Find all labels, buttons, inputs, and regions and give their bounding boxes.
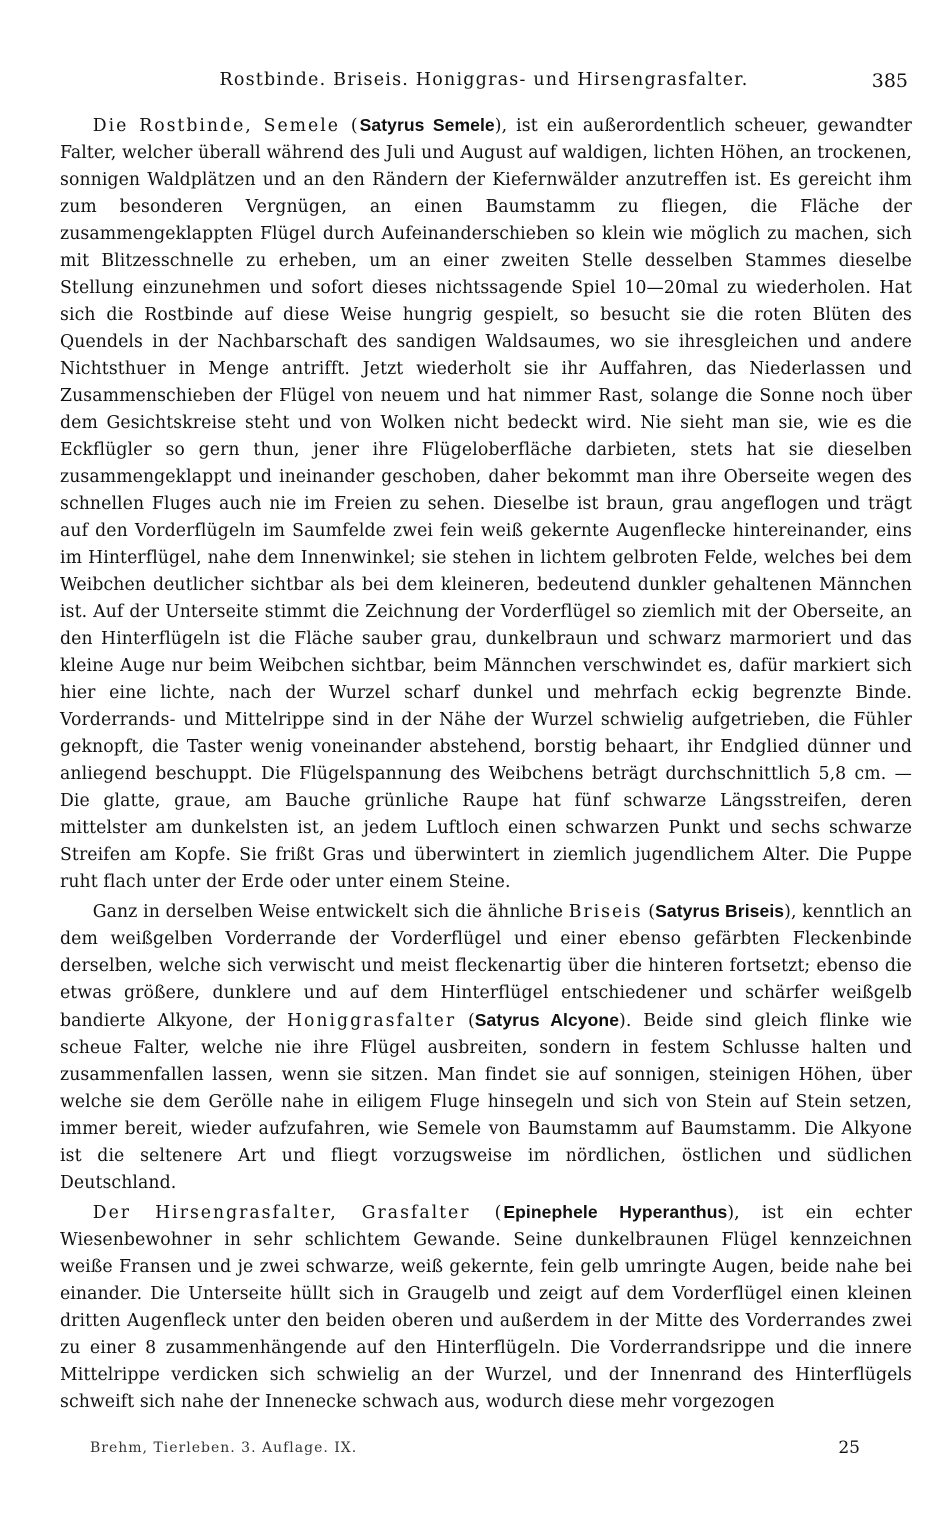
text-run: Ganz in derselben Weise entwickelt sich die ähnliche	[92, 902, 569, 922]
scientific-name: Satyrus Semele	[359, 115, 495, 135]
page-footer	[90, 1440, 860, 1464]
scientific-name: Satyrus Alcyone	[474, 1010, 620, 1030]
sheet-signature: Brehm, Tierleben. 3. Auflage. IX.	[90, 1440, 358, 1456]
text-run: (	[642, 902, 656, 922]
emphasized-term: Der Hirsengrasfalter, Grasfalter (	[92, 1203, 504, 1223]
paragraph-hirsengrasfalter	[60, 1199, 912, 1416]
running-head	[60, 70, 908, 98]
scientific-name: Epinephele Hyperanthus	[503, 1202, 728, 1222]
body-text	[60, 112, 912, 1416]
scientific-name: Satyrus Briseis	[655, 901, 785, 921]
text-run: ), kenntlich an dem weißgelben Vorderrande der Vorderflügel und einer ebenso gefärbten Fleckenbinde derselben, welche sich verwischt und meist fleckenartig über die hinteren fortsetzt; ebenso die etwas größere, dunklere und auf dem Hinterflügel entschiedener und schärfer weißgelb bandierte Alkyone, der	[60, 902, 912, 1031]
emphasized-term: Briseis	[568, 902, 643, 922]
text-run: ). Beide sind gleich flinke wie scheue Falter, welche nie ihre Flügel ausbreiten, sondern in festem Schlusse halten und zusammenfallen lassen, wenn sie sitzen. Man findet sie auf sonnigen, steinigen Höhen, über welche sie dem Gerölle nahe in eiligem Fluge hinsegeln und sich von Stein auf Stein setzen, immer bereit, wieder aufzufahren, wie Semele von Baumstamm auf Baumstamm. Die Alkyone ist die seltenere Art und fliegt vorzugsweise im nördlichen, östlichen und südlichen Deutschland.	[60, 1011, 912, 1193]
page-number: 385	[871, 70, 908, 92]
sheet-number: 25	[838, 1438, 860, 1458]
paragraph-briseis	[60, 898, 912, 1197]
text-run: ), ist ein außerordentlich scheuer, gewandter Falter, welcher überall während des Juli und August auf waldigen, lichten Höhen, an trockenen, sonnigen Waldplätzen und an den Rändern der Kiefernwälder anzutreffen ist. Es gereicht ihm zum besonderen Vergnügen, an einen Baumstamm zu fliegen, die Fläche der zusammengeklappten Flügel durch Aufeinanderschieben so klein wie möglich zu machen, sich mit Blitzesschnelle zu erheben, um an einer zweiten Stelle desselben Stammes dieselbe Stellung einzunehmen und sofort dieses nichtssagende Spiel 10—20mal zu wiederholen. Hat sich die Rostbinde auf diese Weise hungrig gespielt, so besucht sie die roten Blüten des Quendels in der Nachbarschaft des sandigen Waldsaumes, wo sie ihresgleichen und andere Nichtsthuer in Menge antrifft. Jetzt wiederholt sie ihr Auffahren, das Niederlassen und Zusammenschieben der Flügel von neuem und hat nimmer Rast, solange die Sonne noch über dem Gesichtskreise steht und von Wolken nicht bedeckt wird. Nie sieht man sie, wie es die Eckflügler so gern thun, jener ihre Flügeloberfläche darbieten, stets hat sie dieselben zusammengeklappt und ineinander geschoben, daher bekommt man ihre Oberseite wegen des schnellen Fluges auch nie im Freien zu sehen. Dieselbe ist braun, grau angeflogen und trägt auf den Vorderflügeln im Saumfelde zwei fein weiß gekernte Augenflecke hintereinander, eins im Hinterflügel, nahe dem Innenwinkel; sie stehen in lichtem gelbroten Felde, welches bei dem Weibchen deutlicher sichtbar als bei dem kleineren, bedeutend dunkler gehaltenen Männchen ist. Auf der Unterseite stimmt die Zeichnung der Vorderflügel so ziemlich mit der Oberseite, an den Hinterflügeln ist die Fläche sauber grau, dunkelbraun und schwarz marmoriert und das kleine Auge nur beim Weibchen sichtbar, beim Männchen verschwindet es, dafür markiert sich hier eine lichte, nach der Wurzel scharf dunkel und mehrfach eckig begrenzte Binde. Vorderrands- und Mittelrippe sind in der Nähe der Wurzel schwielig aufgetrieben, die Fühler geknopft, die Taster wenig voneinander abstehend, borstig behaart, ihr Endglied dünner und anliegend beschuppt. Die Flügelspannung des Weibchens beträgt durchschnittlich 5,8 cm. — Die glatte, graue, am Bauche grünliche Raupe hat fünf schwarze Längsstreifen, deren mittelster am dunkelsten ist, an jedem Luftloch einen schwarzen Punkt und sechs schwarze Streifen am Kopfe. Sie frißt Gras und überwintert in ziemlich jugendlichem Alter. Die Puppe ruht flach unter der Erde oder unter einem Steine.	[60, 116, 912, 892]
paragraph-rostbinde	[60, 112, 912, 896]
running-title: Rostbinde. Briseis. Honiggras- und Hirsengrasfalter.	[219, 70, 749, 90]
text-run: (	[456, 1011, 475, 1031]
text-run: ), ist ein echter Wiesenbewohner in sehr schlichtem Gewande. Seine dunkelbraunen Flügel kennzeichnen weiße Fransen und je zwei schwarze, weiß gekernte, fein gelb umringte Augen, beide nahe bei einander. Die Unterseite hüllt sich in Graugelb und zeigt auf dem Vorderflügel einen kleinen dritten Augenfleck unter den beiden oberen und außerdem in der Mitte des Vorderrandes zwei zu einer 8 zusammenhängende auf den Hinterflügeln. Die Vorderrandsrippe und die innere Mittelrippe verdicken sich schwielig an der Wurzel, und der Innenrand des Hinterflügels schweift sich nahe der Innenecke schwach aus, wodurch diese mehr vorgezogen	[60, 1203, 912, 1412]
emphasized-term: Honiggrasfalter	[286, 1011, 457, 1031]
emphasized-term: Die Rostbinde, Semele (	[92, 116, 360, 136]
